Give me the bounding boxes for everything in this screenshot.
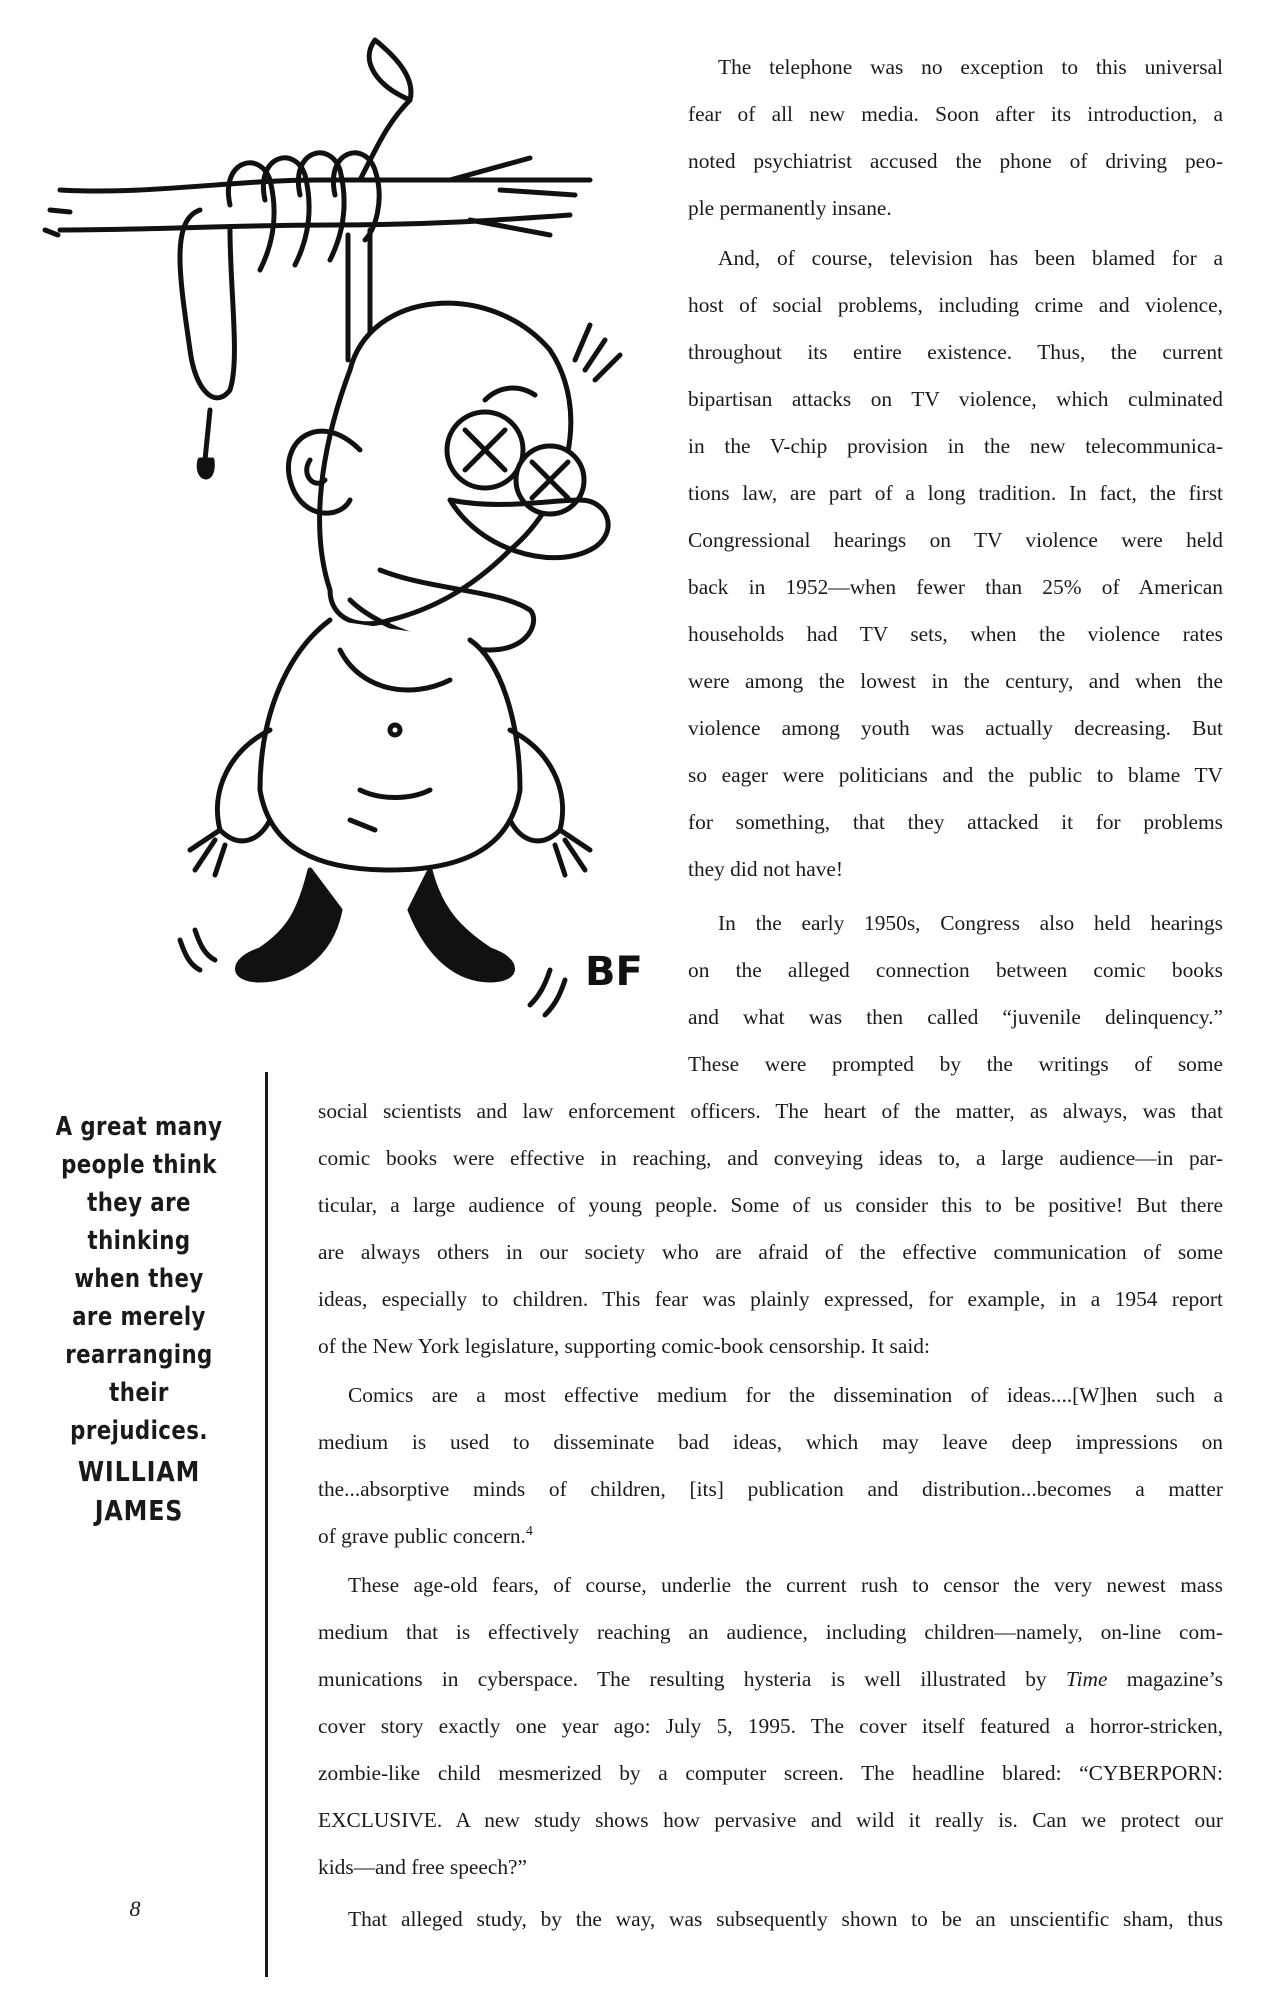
sidebar-author xyxy=(46,1452,231,1530)
cartoon-body xyxy=(190,620,590,875)
footnote-marker: 4 xyxy=(525,1523,533,1539)
page-number: 8 xyxy=(129,1896,141,1921)
text-line: EXCLUSIVE. A new study shows how pervasive and wild it really is. Can we protect our xyxy=(318,1808,1223,1832)
text-line xyxy=(318,1513,1223,1560)
text-line: so eager were politicians and the public to blame TV xyxy=(688,763,1223,787)
text-line: social scientists and law enforcement officers. The heart of the matter, as always, was that xyxy=(318,1099,1223,1123)
cartoon-legs xyxy=(180,870,565,1015)
text-line: comic books were effective in reaching, and conveying ideas to, a large audience—in par- xyxy=(318,1146,1223,1170)
sidebar-divider xyxy=(265,1072,268,1977)
cartoon-illustration xyxy=(30,30,680,1050)
text-line: ideas, especially to children. This fear was plainly expressed, for example, in a 1954 report xyxy=(318,1287,1223,1311)
text-line: And, of course, television has been blamed for a xyxy=(718,246,1223,270)
text-line: ticular, a large audience of young people. Some of us consider this to be positive! But there xyxy=(318,1193,1223,1217)
paragraph-television xyxy=(688,235,1223,893)
text-line: violence among youth was actually decreasing. But xyxy=(688,716,1223,740)
paragraph-study xyxy=(318,1896,1223,1943)
quote-line: are merely xyxy=(72,1302,206,1332)
text-line: These age-old fears, of course, underlie the current rush to censor the very newest mass xyxy=(348,1573,1223,1597)
paragraph-comic-hearings xyxy=(688,900,1223,1088)
sidebar-quote xyxy=(50,1108,229,1450)
text-line: bipartisan attacks on TV violence, which culminated xyxy=(688,387,1223,411)
text-line: of the New York legislature, supporting comic-book censorship. It said: xyxy=(318,1334,930,1358)
author-line: WILLIAM xyxy=(77,1455,201,1488)
text-line: ple permanently insane. xyxy=(688,196,892,220)
quote-line: thinking xyxy=(87,1226,191,1256)
quote-line: people think xyxy=(61,1150,217,1180)
text-line: back in 1952—when fewer than 25% of American xyxy=(688,575,1223,599)
text-line: tions law, are part of a long tradition. In fact, the first xyxy=(688,481,1223,505)
paragraph-cyberspace xyxy=(318,1562,1223,1703)
text-line: These were prompted by the writings of some xyxy=(688,1052,1223,1076)
cartoon-signature: BF xyxy=(585,949,643,995)
text-line: noted psychiatrist accused the phone of driving peo- xyxy=(688,149,1223,173)
block-quote xyxy=(318,1372,1223,1560)
text-segment: magazine’s xyxy=(1107,1667,1223,1691)
tree-branch xyxy=(45,40,590,235)
text-line: throughout its entire existence. Thus, the current xyxy=(688,340,1223,364)
text-line: medium is used to disseminate bad ideas, which may leave deep impressions on xyxy=(318,1430,1223,1454)
text-line: cover story exactly one year ago: July 5, 1995. The cover itself featured a horror-stricken, xyxy=(318,1714,1223,1738)
text-line: the...absorptive minds of children, [its] publication and distribution...becomes a matter xyxy=(318,1477,1223,1501)
paragraph-telephone xyxy=(688,44,1223,232)
text-line: Comics are a most effective medium for the dissemination of ideas....[W]hen such a xyxy=(348,1383,1223,1407)
text-line: fear of all new media. Soon after its introduction, a xyxy=(688,102,1223,126)
quote-line: when they xyxy=(74,1264,204,1294)
text-line: in the V-chip provision in the new telecommunica- xyxy=(688,434,1223,458)
text-line: of grave public concern. xyxy=(318,1524,526,1548)
text-line: In the early 1950s, Congress also held hearings xyxy=(718,911,1223,935)
text-line: households had TV sets, when the violence rates xyxy=(688,622,1223,646)
text-line: That alleged study, by the way, was subsequently shown to be an unscientific sham, thus xyxy=(348,1907,1223,1931)
paragraph-cyberspace-cont xyxy=(318,1703,1223,1891)
quote-line: A great many xyxy=(55,1112,223,1142)
text-line: and what was then called “juvenile delinquency.” xyxy=(688,1005,1223,1029)
cartoon-head xyxy=(288,303,620,650)
quote-line: rearranging xyxy=(65,1340,213,1370)
text-line: zombie-like child mesmerized by a computer screen. The headline blared: “CYBERPORN: xyxy=(318,1761,1223,1785)
text-line: host of social problems, including crime and violence, xyxy=(688,293,1223,317)
text-line: for something, that they attacked it for problems xyxy=(688,810,1223,834)
text-line xyxy=(318,1656,1223,1703)
text-line: Congressional hearings on TV violence were held xyxy=(688,528,1223,552)
text-line: were among the lowest in the century, and when the xyxy=(688,669,1223,693)
text-segment: munications in cyberspace. The resulting hysteria is well illustrated by xyxy=(318,1667,1066,1691)
text-line: on the alleged connection between comic books xyxy=(688,958,1223,982)
text-line: kids—and free speech?” xyxy=(318,1855,528,1879)
paragraph-comic-books xyxy=(318,1088,1223,1370)
text-line: medium that is effectively reaching an audience, including children—namely, on-line com- xyxy=(318,1620,1223,1644)
quote-line: their prejudices. xyxy=(70,1378,208,1446)
text-line: they did not have! xyxy=(688,857,844,881)
author-line: JAMES xyxy=(94,1494,184,1527)
quote-line: they are xyxy=(87,1188,191,1218)
magazine-title: Time xyxy=(1065,1667,1108,1691)
text-line: are always others in our society who are afraid of the effective communication of some xyxy=(318,1240,1223,1264)
text-line: The telephone was no exception to this universal xyxy=(718,55,1223,79)
